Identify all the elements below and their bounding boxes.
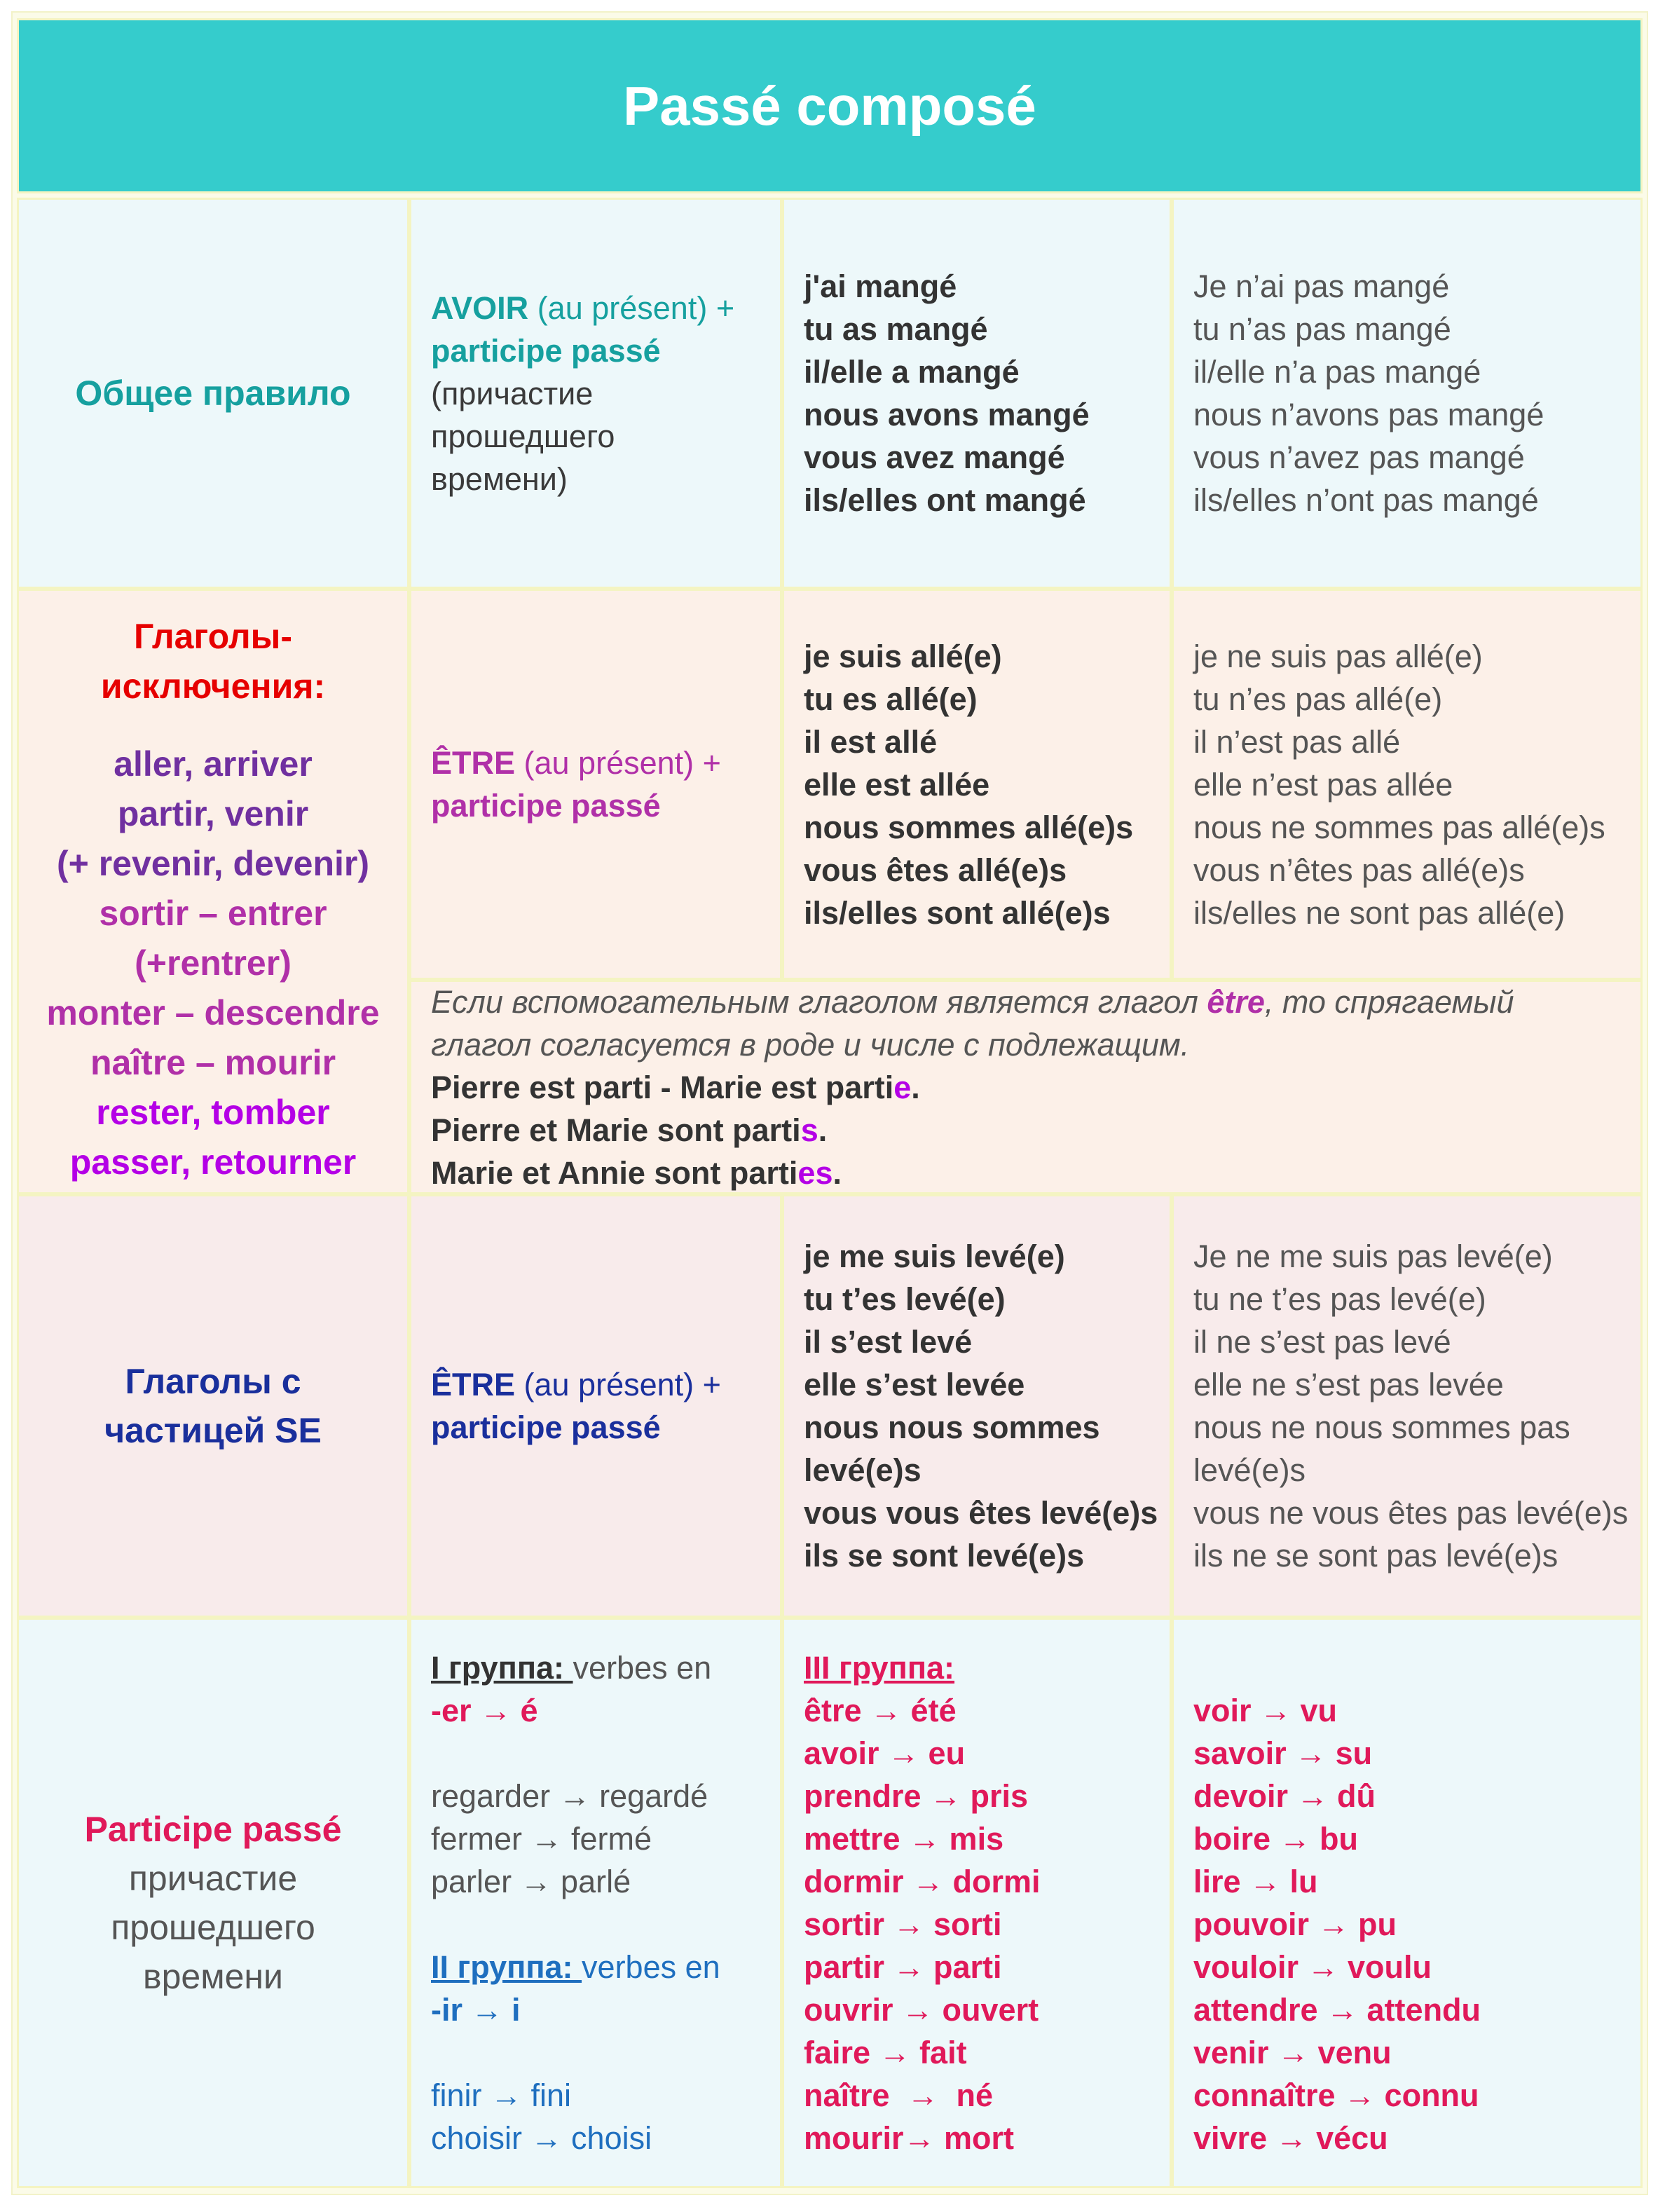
reflexive-label-line: Глаголы с [125,1362,301,1401]
negation-line: je ne suis pas allé(e) [1193,638,1483,674]
agreement-rule-text: Если вспомогательным глаголом является глагол être, то спрягаемый [431,983,1514,1020]
negation-line: tu ne t’es pas levé(e) [1193,1281,1486,1317]
negation-line: levé(e)s [1193,1452,1306,1488]
conjugation-line: ils/elles ont mangé [804,482,1086,518]
exception-verbs: naître – mourir [90,1043,336,1082]
negation-line: vous n’avez pas mangé [1193,439,1525,475]
group2-title: II группа: [431,1949,582,1985]
group1-example: parler → parlé [431,1864,631,1899]
conjugation-line: nous nous sommes [804,1409,1100,1445]
conjugation-line: il s’est levé [804,1324,973,1360]
conjugation-line: je me suis levé(e) [804,1238,1065,1274]
agreement-ending: es [797,1154,833,1191]
negation-line: il n’est pas allé [1193,723,1401,760]
reflexive-affirmative-cell [782,1194,1172,1618]
aux-note: (au présent) + [528,289,735,326]
group3-col1-cell [782,1618,1172,2188]
exception-verbs: (+ revenir, devenir) [56,844,370,883]
exceptions-affirmative-cell [782,589,1172,980]
agreement-ending: e [893,1069,912,1105]
group1-example: fermer → fermé [431,1821,652,1857]
participe-passe-label: participe passé [431,332,661,369]
agreement-example: Pierre et Marie sont partis. [431,1112,828,1148]
conjugation-line: vous vous êtes levé(e)s [804,1495,1158,1531]
reflexive-label-cell [17,1194,409,1618]
general-rule-formula-cell [409,198,782,589]
negation-line: nous n’avons pas mangé [1193,397,1544,432]
title-banner [17,18,1643,193]
conjugation-line: levé(e)s [804,1452,921,1488]
irregular-participle: mourir→ mort [804,2120,1015,2156]
irregular-participle: partir → parti [804,1949,1002,1985]
reflexive-label-line: частицей SE [104,1411,322,1450]
groups-1-2-cell [409,1618,782,2188]
conjugation-line: il est allé [804,723,938,760]
negation-line: vous ne vous êtes pas levé(e)s [1193,1495,1629,1531]
irregular-participle: prendre → pris [804,1778,1029,1814]
exceptions-formula-cell [409,589,782,980]
group1-title: I группа: [431,1650,573,1686]
negation-line: elle n’est pas allée [1193,766,1453,803]
translation-line: (причастие [431,375,594,411]
participe-label-translation: причастие [128,1859,298,1898]
irregular-participle: avoir → eu [804,1735,966,1771]
page [11,11,1648,2195]
page-title: Passé composé [623,74,1036,137]
aux-etre: ÊTRE [431,745,516,781]
agreement-example: Marie et Annie sont parties. [431,1154,842,1191]
participe-label-cell [17,1618,409,2188]
conjugation-line: vous êtes allé(e)s [804,852,1067,888]
conjugation-line: ils se sont levé(e)s [804,1538,1085,1573]
group2-rule: -ir → i [431,1992,521,2028]
conjugation-line: tu es allé(e) [804,681,978,717]
conjugation-line: elle est allée [804,766,990,803]
aux-etre: ÊTRE [431,1367,516,1402]
participe-passe-label: participe passé [431,788,661,824]
conjugation-line: nous avons mangé [804,397,1090,432]
general-affirmative-cell [782,198,1172,589]
irregular-participle: connaître → connu [1193,2077,1479,2113]
exception-verbs: partir, venir [117,794,309,833]
negation-line: tu n’es pas allé(e) [1193,681,1443,717]
aux-note: (au présent) + [515,1367,721,1402]
irregular-participle: boire → bu [1193,1821,1358,1857]
exception-verbs: (+rentrer) [135,943,292,983]
irregular-participle: ouvrir → ouvert [804,1992,1039,2028]
conjugation-line: elle s’est levée [804,1367,1025,1402]
participe-label-translation: времени [143,1957,283,1996]
negation-line: nous ne sommes pas allé(e)s [1193,809,1605,845]
general-negative-cell [1172,198,1643,589]
irregular-participle: devoir → dû [1193,1778,1376,1814]
group3-title: III группа: [804,1650,955,1686]
agreement-ending: s [800,1112,818,1148]
negation-line: elle ne s’est pas levée [1193,1367,1504,1402]
irregular-participle: lire → lu [1193,1864,1318,1899]
irregular-participle: être → été [804,1693,957,1728]
etre-highlight: être [1207,983,1265,1020]
conjugation-line: j'ai mangé [804,268,957,304]
negation-line: ils ne se sont pas levé(e)s [1193,1538,1558,1573]
exceptions-negative-cell [1172,589,1643,980]
group1-example: regarder → regardé [431,1778,708,1814]
translation-line: времени) [431,460,568,497]
group2-example: finir → fini [431,2077,572,2113]
conjugation-line: tu t’es levé(e) [804,1281,1006,1317]
negation-line: Je n’ai pas mangé [1193,268,1450,304]
irregular-participle: venir → venu [1193,2035,1392,2070]
group1-rule: -er → é [431,1693,538,1728]
general-rule-label-cell [17,198,409,589]
irregular-participle: vivre → vécu [1193,2120,1388,2156]
exceptions-label-cell [17,589,409,1194]
negation-line: ils/elles n’ont pas mangé [1193,482,1539,518]
negation-line: il/elle n’a pas mangé [1193,354,1481,390]
agreement-note-cell [409,980,1643,1194]
irregular-participle: sortir → sorti [804,1906,1002,1942]
exceptions-label-line: исключения: [100,667,326,706]
group2-text: verbes en [582,1949,720,1985]
irregular-participle: pouvoir → pu [1193,1906,1397,1942]
negation-line: vous n’êtes pas allé(e)s [1193,852,1525,888]
agreement-example: Pierre est parti - Marie est partie. [431,1069,920,1105]
irregular-participle: naître → né [804,2077,994,2113]
conjugation-line: nous sommes allé(e)s [804,809,1134,845]
participe-label-translation: прошедшего [111,1908,315,1947]
irregular-participle: attendre → attendu [1193,1992,1481,2028]
translation-line: прошедшего [431,418,615,454]
negation-line: tu n’as pas mangé [1193,311,1451,347]
general-rule-label: Общее правило [75,374,351,413]
conjugation-line: tu as mangé [804,311,988,347]
irregular-participle: faire → fait [804,2035,967,2070]
negation-line: ils/elles ne sont pas allé(e) [1193,894,1565,931]
conjugation-line: ils/elles sont allé(e)s [804,894,1111,931]
aux-note: (au présent) + [515,745,721,781]
exception-verbs: sortir – entrer [99,894,327,933]
irregular-participle: vouloir → voulu [1193,1949,1432,1985]
conjugation-line: il/elle a mangé [804,354,1020,390]
group2-example: choisir → choisi [431,2120,652,2156]
negation-line: il ne s’est pas levé [1193,1324,1451,1360]
exceptions-label-line: Глаголы- [133,617,292,656]
negation-line: nous ne nous sommes pas [1193,1409,1570,1445]
exception-verbs: rester, tomber [96,1093,330,1132]
exception-verbs: passer, retourner [69,1142,357,1182]
irregular-participle: voir → vu [1193,1693,1338,1728]
irregular-participle: savoir → su [1193,1735,1373,1771]
exception-verbs: monter – descendre [46,993,380,1032]
irregular-participle: mettre → mis [804,1821,1004,1857]
reflexive-negative-cell [1172,1194,1643,1618]
conjugation-line: vous avez mangé [804,439,1065,475]
group1-text: verbes en [573,1650,712,1686]
aux-avoir: AVOIR [431,289,529,326]
negation-line: Je ne me suis pas levé(e) [1193,1238,1553,1274]
agreement-rule-text: глагол согласуется в роде и числе с подлежащим. [431,1026,1190,1063]
irregular-participle: dormir → dormi [804,1864,1041,1899]
participe-label: Participe passé [84,1810,342,1849]
exception-verbs: aller, arriver [114,744,313,784]
participe-passe-label: participe passé [431,1409,661,1445]
group3-col2-cell [1172,1618,1643,2188]
reflexive-formula-cell [409,1194,782,1618]
conjugation-line: je suis allé(e) [804,638,1002,674]
